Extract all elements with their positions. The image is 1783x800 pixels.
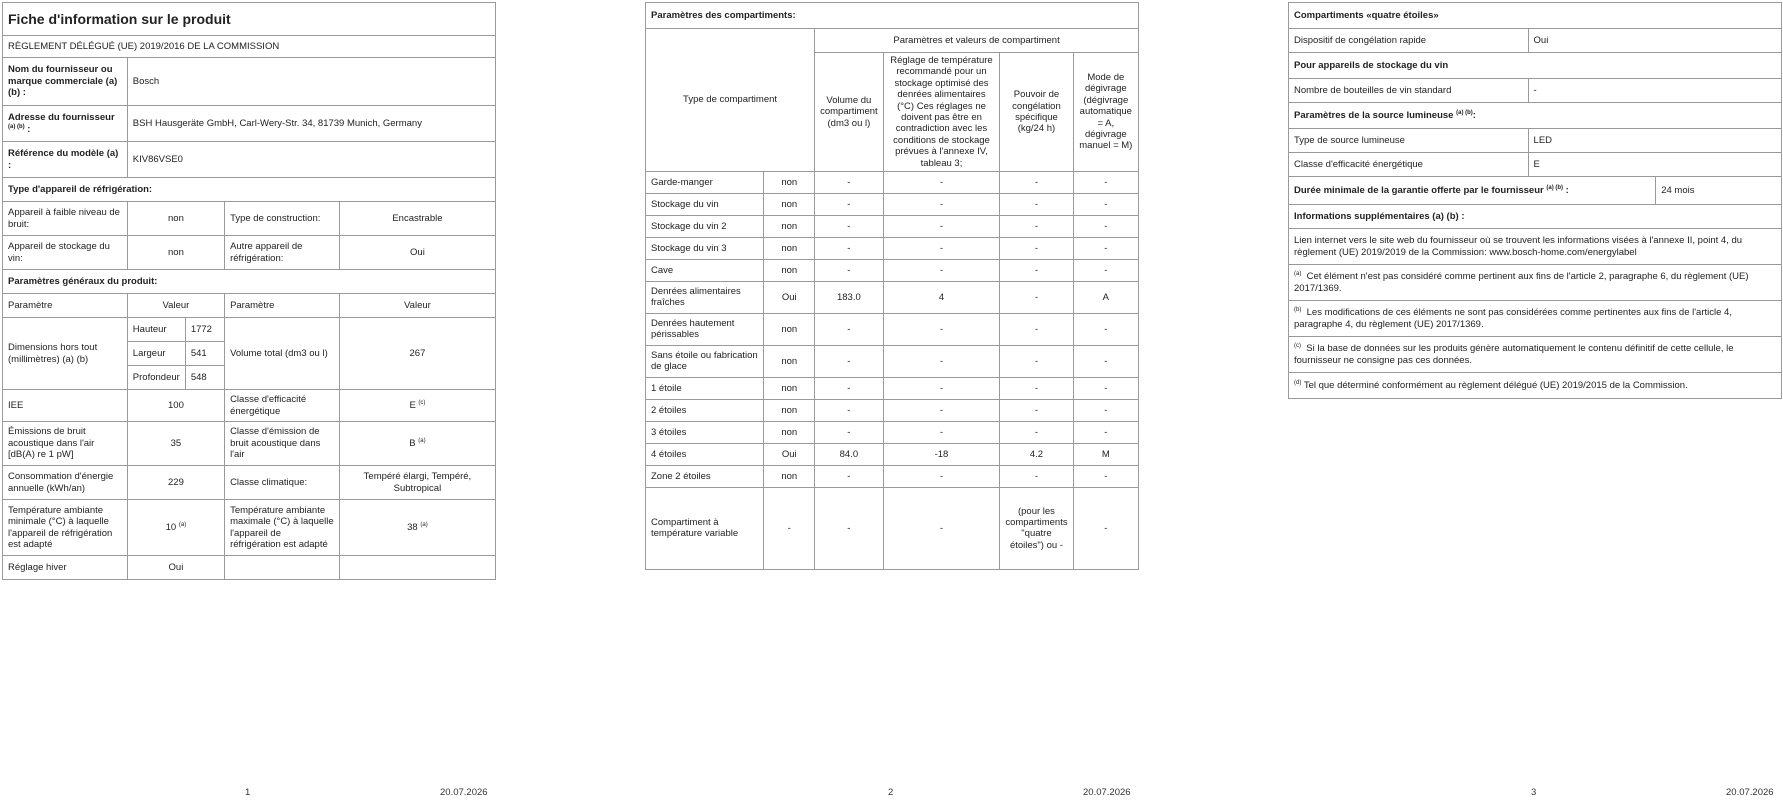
page-2	[643, 0, 1141, 800]
compartment-present: Oui	[764, 443, 815, 465]
page-title: Fiche d'information sur le produit	[3, 3, 496, 36]
climate-value: Tempéré élargi, Tempéré, Subtropical	[339, 466, 495, 500]
supplier-address-value: BSH Hausgeräte GmbH, Carl-Wery-Str. 34, 81739 Munich, Germany	[127, 106, 495, 142]
variable-defrost: -	[1073, 487, 1138, 569]
max-temp-label: Température ambiante maximale (°C) à laquelle l'appareil de réfrigération est adapté	[225, 500, 340, 556]
iee-value: 100	[127, 390, 224, 422]
compartment-temp: -	[883, 345, 1000, 377]
light-class-value: E	[1528, 153, 1781, 177]
compartment-defrost: -	[1073, 215, 1138, 237]
compartment-temp: -	[883, 259, 1000, 281]
fast-freeze-label: Dispositif de congélation rapide	[1289, 29, 1529, 53]
compartment-name: 4 étoiles	[646, 443, 764, 465]
width-label: Largeur	[127, 342, 185, 366]
table-row	[646, 313, 1139, 345]
compartment-temp: 4	[883, 281, 1000, 313]
page-date: 20.07.2026	[440, 787, 488, 798]
height-label: Hauteur	[127, 318, 185, 342]
compartment-present: non	[764, 465, 815, 487]
compartment-defrost: -	[1073, 345, 1138, 377]
volume-label: Volume total (dm3 ou l)	[225, 318, 340, 390]
compartment-freeze: -	[1000, 399, 1073, 421]
compartment-defrost: -	[1073, 377, 1138, 399]
compartment-name: Sans étoile ou fabrication de glace	[646, 345, 764, 377]
compartment-volume: -	[815, 377, 884, 399]
energy-class-value: E $^{(c)}$	[339, 390, 495, 422]
footnote-c: $^{(c)}$ Si la base de données sur les produits génère automatiquement le contenu définitif de cette cellule, le fournisseur ne consigne pas ces données.	[1289, 337, 1782, 373]
info-heading: Informations supplémentaires (a) (b) :	[1289, 205, 1782, 229]
compartment-freeze: -	[1000, 237, 1073, 259]
compartment-freeze: -	[1000, 193, 1073, 215]
compartment-volume: -	[815, 313, 884, 345]
compartment-type-header: Type de compartiment	[646, 29, 815, 172]
compartment-name: Stockage du vin	[646, 193, 764, 215]
compartment-temp: -	[883, 465, 1000, 487]
variable-freeze: (pour les compartiments "quatre étoiles") ou -	[1000, 487, 1073, 569]
compartment-temp: -	[883, 377, 1000, 399]
warranty-value: 24 mois	[1656, 177, 1782, 205]
info-link-text: Lien internet vers le site web du fournisseur où se trouvent les informations visées à l'annexe II, point 4, du règlement (UE) 2019/2019 de la Commission: www.bosch-home.com/energylabel	[1289, 229, 1782, 265]
variable-temp: -	[883, 487, 1000, 569]
compartment-volume: -	[815, 421, 884, 443]
table-row	[646, 237, 1139, 259]
table-row	[646, 421, 1139, 443]
compartment-name: 2 étoiles	[646, 399, 764, 421]
compartment-rows	[646, 171, 1139, 487]
model-ref-label: Référence du modèle (a) :	[3, 142, 128, 178]
table-row	[646, 259, 1139, 281]
regulation-label: RÈGLEMENT DÉLÉGUÉ (UE) 2019/2016 DE LA COMMISSION	[3, 36, 496, 58]
page-number: 2	[888, 787, 894, 798]
params-values-header: Paramètres et valeurs de compartiment	[815, 29, 1139, 53]
compartment-freeze: -	[1000, 313, 1073, 345]
light-heading: Paramètres de la source lumineuse $^{(a) (b)}$:	[1289, 103, 1782, 129]
defrost-col-header: Mode de dégivrage (dégivrage automatique = A, dégivrage manuel = M)	[1073, 53, 1138, 172]
compartment-temp: -	[883, 399, 1000, 421]
noise-class-label: Classe d'émission de bruit acoustique dans l'air	[225, 422, 340, 466]
temp-col-header: Réglage de température recommandé pour un stockage optimisé des denrées alimentaires (°C) Ces réglages ne doivent pas être en contradiction avec les conditions de stockage prévues à l'annexe IV, tableau 3;	[883, 53, 1000, 172]
compartments-table	[645, 2, 1139, 570]
compartment-defrost: -	[1073, 259, 1138, 281]
supplier-name-label: Nom du fournisseur ou marque commerciale (a) (b) :	[3, 58, 128, 106]
wine-heading: Pour appareils de stockage du vin	[1289, 53, 1782, 79]
variable-present: -	[764, 487, 815, 569]
low-noise-label: Appareil à faible niveau de bruit:	[3, 202, 128, 236]
compartment-defrost: -	[1073, 465, 1138, 487]
compartments-heading: Paramètres des compartiments:	[646, 3, 1139, 29]
compartment-volume: -	[815, 259, 884, 281]
winter-value: Oui	[127, 556, 224, 580]
empty-cell	[225, 556, 340, 580]
compartment-volume: -	[815, 345, 884, 377]
bottles-label: Nombre de bouteilles de vin standard	[1289, 79, 1529, 103]
compartment-defrost: -	[1073, 313, 1138, 345]
volume-col-header: Volume du compartiment (dm3 ou l)	[815, 53, 884, 172]
noise-label: Émissions de bruit acoustique dans l'air [dB(A) re 1 pW]	[3, 422, 128, 466]
compartment-present: non	[764, 171, 815, 193]
compartment-present: non	[764, 345, 815, 377]
consumption-label: Consommation d'énergie annuelle (kWh/an)	[3, 466, 128, 500]
compartment-temp: -	[883, 193, 1000, 215]
table-row	[646, 465, 1139, 487]
compartment-freeze: -	[1000, 421, 1073, 443]
light-class-label: Classe d'efficacité énergétique	[1289, 153, 1529, 177]
compartment-temp: -	[883, 215, 1000, 237]
compartment-defrost: A	[1073, 281, 1138, 313]
table-row	[646, 215, 1139, 237]
compartment-present: non	[764, 377, 815, 399]
table-row	[646, 281, 1139, 313]
compartment-volume: -	[815, 237, 884, 259]
bottles-value: -	[1528, 79, 1781, 103]
energy-class-label: Classe d'efficacité énergétique	[225, 390, 340, 422]
footnote-a: $^{(a)}$ Cet élément n'est pas considéré comme pertinent aux fins de l'article 2, paragraphe 6, du règlement (UE) 2017/1369.	[1289, 265, 1782, 301]
model-ref-value: KIV86VSE0	[127, 142, 495, 178]
footnote-d: $^{(d)}$ Tel que déterminé conformément au règlement délégué (UE) 2019/2015 de la Commission.	[1289, 373, 1782, 399]
compartment-name: Cave	[646, 259, 764, 281]
compartment-freeze: -	[1000, 171, 1073, 193]
compartment-volume: -	[815, 465, 884, 487]
compartment-freeze: -	[1000, 377, 1073, 399]
compartment-present: Oui	[764, 281, 815, 313]
value-header-2: Valeur	[339, 294, 495, 318]
page-number: 3	[1531, 787, 1537, 798]
noise-class-value: B $^{(a)}$	[339, 422, 495, 466]
compartment-temp: -	[883, 313, 1000, 345]
page-date: 20.07.2026	[1083, 787, 1131, 798]
compartment-defrost: -	[1073, 171, 1138, 193]
light-type-value: LED	[1528, 129, 1781, 153]
value-header: Valeur	[127, 294, 224, 318]
compartment-volume: -	[815, 171, 884, 193]
compartment-freeze: -	[1000, 215, 1073, 237]
page-1	[0, 0, 500, 800]
depth-value: 548	[185, 366, 224, 390]
wine-storage-value: non	[127, 236, 224, 270]
compartment-present: non	[764, 259, 815, 281]
construction-label: Type de construction:	[225, 202, 340, 236]
iee-label: IEE	[3, 390, 128, 422]
supplier-address-label: Adresse du fournisseur $^{(a) (b)}$ :	[3, 106, 128, 142]
volume-value: 267	[339, 318, 495, 390]
compartment-name: Stockage du vin 3	[646, 237, 764, 259]
compartment-temp: -18	[883, 443, 1000, 465]
compartment-freeze: -	[1000, 281, 1073, 313]
variable-volume: -	[815, 487, 884, 569]
low-noise-value: non	[127, 202, 224, 236]
dimensions-label: Dimensions hors tout (millimètres) (a) (b)	[3, 318, 128, 390]
light-type-label: Type de source lumineuse	[1289, 129, 1529, 153]
general-params-heading: Paramètres généraux du produit:	[3, 270, 496, 294]
height-value: 1772	[185, 318, 224, 342]
param-header-2: Paramètre	[225, 294, 340, 318]
warranty-label: Durée minimale de la garantie offerte par le fournisseur $^{(a) (b)}$ :	[1289, 177, 1656, 205]
table-row	[646, 345, 1139, 377]
compartment-name: 3 étoiles	[646, 421, 764, 443]
table-row	[646, 443, 1139, 465]
compartment-present: non	[764, 313, 815, 345]
variable-temp-label: Compartiment à température variable	[646, 487, 764, 569]
additional-info-table	[1288, 2, 1782, 399]
param-header: Paramètre	[3, 294, 128, 318]
compartment-defrost: -	[1073, 421, 1138, 443]
other-appliance-label: Autre appareil de réfrigération:	[225, 236, 340, 270]
appliance-type-heading: Type d'appareil de réfrigération:	[3, 178, 496, 202]
footnote-b: $^{(b)}$ Les modifications de ces éléments ne sont pas considérées comme pertinentes aux fins de l'article 4, paragraphe 4, du règlement (UE) 2017/1369.	[1289, 301, 1782, 337]
construction-value: Encastrable	[339, 202, 495, 236]
min-temp-value: 10 $^{(a)}$	[127, 500, 224, 556]
compartment-freeze: 4.2	[1000, 443, 1073, 465]
table-row	[646, 193, 1139, 215]
freeze-col-header: Pouvoir de congélation spécifique (kg/24 h)	[1000, 53, 1073, 172]
compartment-volume: -	[815, 399, 884, 421]
compartment-present: non	[764, 237, 815, 259]
compartment-present: non	[764, 421, 815, 443]
compartment-defrost: -	[1073, 399, 1138, 421]
four-star-heading: Compartiments «quatre étoiles»	[1289, 3, 1782, 29]
winter-label: Réglage hiver	[3, 556, 128, 580]
compartment-volume: -	[815, 215, 884, 237]
compartment-volume: -	[815, 193, 884, 215]
compartment-defrost: -	[1073, 193, 1138, 215]
empty-cell	[339, 556, 495, 580]
noise-value: 35	[127, 422, 224, 466]
page-3	[1286, 0, 1783, 800]
fast-freeze-value: Oui	[1528, 29, 1781, 53]
compartment-present: non	[764, 193, 815, 215]
compartment-defrost: -	[1073, 237, 1138, 259]
product-info-table	[2, 2, 496, 580]
min-temp-label: Température ambiante minimale (°C) à laquelle l'appareil de réfrigération est adapté	[3, 500, 128, 556]
compartment-freeze: -	[1000, 259, 1073, 281]
compartment-freeze: -	[1000, 465, 1073, 487]
compartment-temp: -	[883, 171, 1000, 193]
compartment-name: Garde-manger	[646, 171, 764, 193]
max-temp-value: 38 $^{(a)}$	[339, 500, 495, 556]
table-row	[646, 377, 1139, 399]
compartment-volume: 183.0	[815, 281, 884, 313]
compartment-name: Stockage du vin 2	[646, 215, 764, 237]
other-appliance-value: Oui	[339, 236, 495, 270]
table-row	[646, 399, 1139, 421]
compartment-temp: -	[883, 421, 1000, 443]
compartment-defrost: M	[1073, 443, 1138, 465]
page-date: 20.07.2026	[1726, 787, 1774, 798]
page-number: 1	[245, 787, 251, 798]
compartment-name: Denrées hautement périssables	[646, 313, 764, 345]
compartment-freeze: -	[1000, 345, 1073, 377]
compartment-present: non	[764, 215, 815, 237]
climate-label: Classe climatique:	[225, 466, 340, 500]
compartment-name: Denrées alimentaires fraîches	[646, 281, 764, 313]
table-row	[646, 171, 1139, 193]
wine-storage-label: Appareil de stockage du vin:	[3, 236, 128, 270]
supplier-name-value: Bosch	[127, 58, 495, 106]
compartment-name: Zone 2 étoiles	[646, 465, 764, 487]
compartment-volume: 84.0	[815, 443, 884, 465]
width-value: 541	[185, 342, 224, 366]
consumption-value: 229	[127, 466, 224, 500]
compartment-present: non	[764, 399, 815, 421]
compartment-name: 1 étoile	[646, 377, 764, 399]
compartment-temp: -	[883, 237, 1000, 259]
depth-label: Profondeur	[127, 366, 185, 390]
